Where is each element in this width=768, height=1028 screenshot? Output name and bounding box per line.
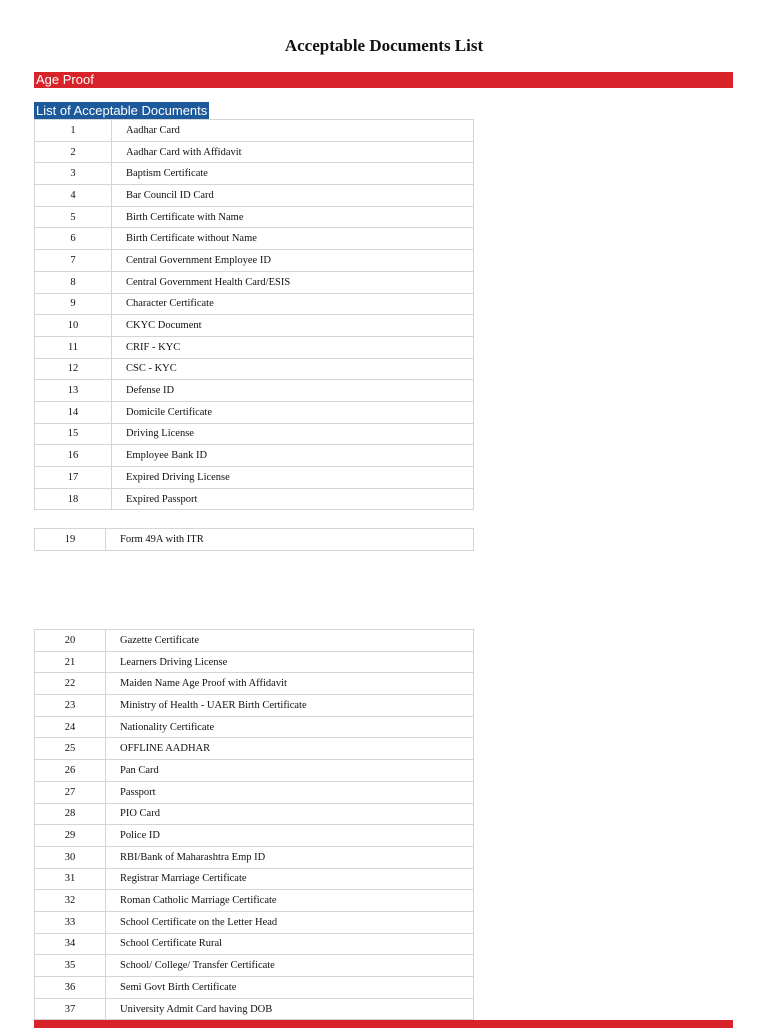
- row-number: 7: [35, 250, 112, 272]
- document-name: Semi Govt Birth Certificate: [106, 977, 474, 999]
- table-row: [35, 250, 474, 272]
- document-name: Registrar Marriage Certificate: [106, 868, 474, 890]
- documents-table-part-3: [34, 629, 474, 1020]
- table-row: [35, 998, 474, 1020]
- document-name: Police ID: [106, 825, 474, 847]
- table-row: [35, 185, 474, 207]
- row-number: 21: [35, 651, 106, 673]
- row-number: 36: [35, 977, 106, 999]
- row-number: 19: [35, 529, 106, 551]
- table-row: [35, 423, 474, 445]
- table-row: [35, 271, 474, 293]
- documents-table-part-1: [34, 119, 474, 510]
- document-name: CSC - KYC: [112, 358, 474, 380]
- table-row: [35, 803, 474, 825]
- row-number: 5: [35, 206, 112, 228]
- document-name: Aadhar Card with Affidavit: [112, 141, 474, 163]
- table-row: [35, 315, 474, 337]
- document-name: Roman Catholic Marriage Certificate: [106, 890, 474, 912]
- table-row: [35, 467, 474, 489]
- document-name: Birth Certificate without Name: [112, 228, 474, 250]
- row-number: 6: [35, 228, 112, 250]
- row-number: 35: [35, 955, 106, 977]
- list-heading: List of Acceptable Documents: [36, 103, 208, 118]
- row-number: 22: [35, 673, 106, 695]
- table-row: [35, 141, 474, 163]
- table-row: [35, 163, 474, 185]
- document-name: Defense ID: [112, 380, 474, 402]
- document-name: Bar Council ID Card: [112, 185, 474, 207]
- table-row: [35, 488, 474, 510]
- row-number: 11: [35, 336, 112, 358]
- table-row: [35, 977, 474, 999]
- table-row: [35, 673, 474, 695]
- document-name: Central Government Employee ID: [112, 250, 474, 272]
- document-name: Gazette Certificate: [106, 630, 474, 652]
- table-row: [35, 401, 474, 423]
- row-number: 27: [35, 781, 106, 803]
- document-title: Acceptable Documents List: [284, 36, 484, 55]
- row-number: 9: [35, 293, 112, 315]
- table-row: [35, 228, 474, 250]
- table-row: [35, 529, 474, 551]
- document-name: OFFLINE AADHAR: [106, 738, 474, 760]
- table-row: [35, 955, 474, 977]
- document-name: School/ College/ Transfer Certificate: [106, 955, 474, 977]
- table-row: [35, 293, 474, 315]
- document-name: Pan Card: [106, 760, 474, 782]
- document-name: PIO Card: [106, 803, 474, 825]
- table-row: [35, 206, 474, 228]
- document-name: Character Certificate: [112, 293, 474, 315]
- table-row: [35, 890, 474, 912]
- row-number: 18: [35, 488, 112, 510]
- document-name: Learners Driving License: [106, 651, 474, 673]
- document-name: Passport: [106, 781, 474, 803]
- row-number: 31: [35, 868, 106, 890]
- row-number: 26: [35, 760, 106, 782]
- row-number: 2: [35, 141, 112, 163]
- document-name: Baptism Certificate: [112, 163, 474, 185]
- row-number: 20: [35, 630, 106, 652]
- document-name: Maiden Name Age Proof with Affidavit: [106, 673, 474, 695]
- document-name: Ministry of Health - UAER Birth Certificate: [106, 695, 474, 717]
- table-row: [35, 716, 474, 738]
- document-name: Expired Driving License: [112, 467, 474, 489]
- table-row: [35, 630, 474, 652]
- document-name: Employee Bank ID: [112, 445, 474, 467]
- row-number: 28: [35, 803, 106, 825]
- table-row: [35, 651, 474, 673]
- document-name: School Certificate on the Letter Head: [106, 911, 474, 933]
- row-number: 12: [35, 358, 112, 380]
- document-name: Domicile Certificate: [112, 401, 474, 423]
- table-row: [35, 120, 474, 142]
- row-number: 16: [35, 445, 112, 467]
- table-row: [35, 781, 474, 803]
- table-row: [35, 825, 474, 847]
- documents-table-part-2: [34, 528, 474, 551]
- document-name: Nationality Certificate: [106, 716, 474, 738]
- section-bar-age-proof: Age Proof: [34, 72, 733, 88]
- table-row: [35, 911, 474, 933]
- row-number: 37: [35, 998, 106, 1020]
- row-number: 3: [35, 163, 112, 185]
- table-row: [35, 933, 474, 955]
- table-row: [35, 738, 474, 760]
- document-name: University Admit Card having DOB: [106, 998, 474, 1020]
- document-name: Birth Certificate with Name: [112, 206, 474, 228]
- table-row: [35, 868, 474, 890]
- table-row: [35, 380, 474, 402]
- row-number: 14: [35, 401, 112, 423]
- row-number: 17: [35, 467, 112, 489]
- row-number: 30: [35, 846, 106, 868]
- document-name: Central Government Health Card/ESIS: [112, 271, 474, 293]
- document-name: School Certificate Rural: [106, 933, 474, 955]
- row-number: 10: [35, 315, 112, 337]
- document-name: Aadhar Card: [112, 120, 474, 142]
- row-number: 32: [35, 890, 106, 912]
- row-number: 4: [35, 185, 112, 207]
- row-number: 24: [35, 716, 106, 738]
- table-row: [35, 695, 474, 717]
- document-name: Driving License: [112, 423, 474, 445]
- document-name: RBI/Bank of Maharashtra Emp ID: [106, 846, 474, 868]
- row-number: 8: [35, 271, 112, 293]
- document-name: CKYC Document: [112, 315, 474, 337]
- table-row: [35, 445, 474, 467]
- table-row: [35, 336, 474, 358]
- row-number: 23: [35, 695, 106, 717]
- document-name: Form 49A with ITR: [106, 529, 474, 551]
- row-number: 13: [35, 380, 112, 402]
- row-number: 34: [35, 933, 106, 955]
- row-number: 33: [35, 911, 106, 933]
- row-number: 25: [35, 738, 106, 760]
- table-row: [35, 846, 474, 868]
- document-name: Expired Passport: [112, 488, 474, 510]
- document-name: CRIF - KYC: [112, 336, 474, 358]
- table-row: [35, 358, 474, 380]
- row-number: 1: [35, 120, 112, 142]
- row-number: 29: [35, 825, 106, 847]
- row-number: 15: [35, 423, 112, 445]
- section-bar-next: [34, 1020, 733, 1028]
- table-row: [35, 760, 474, 782]
